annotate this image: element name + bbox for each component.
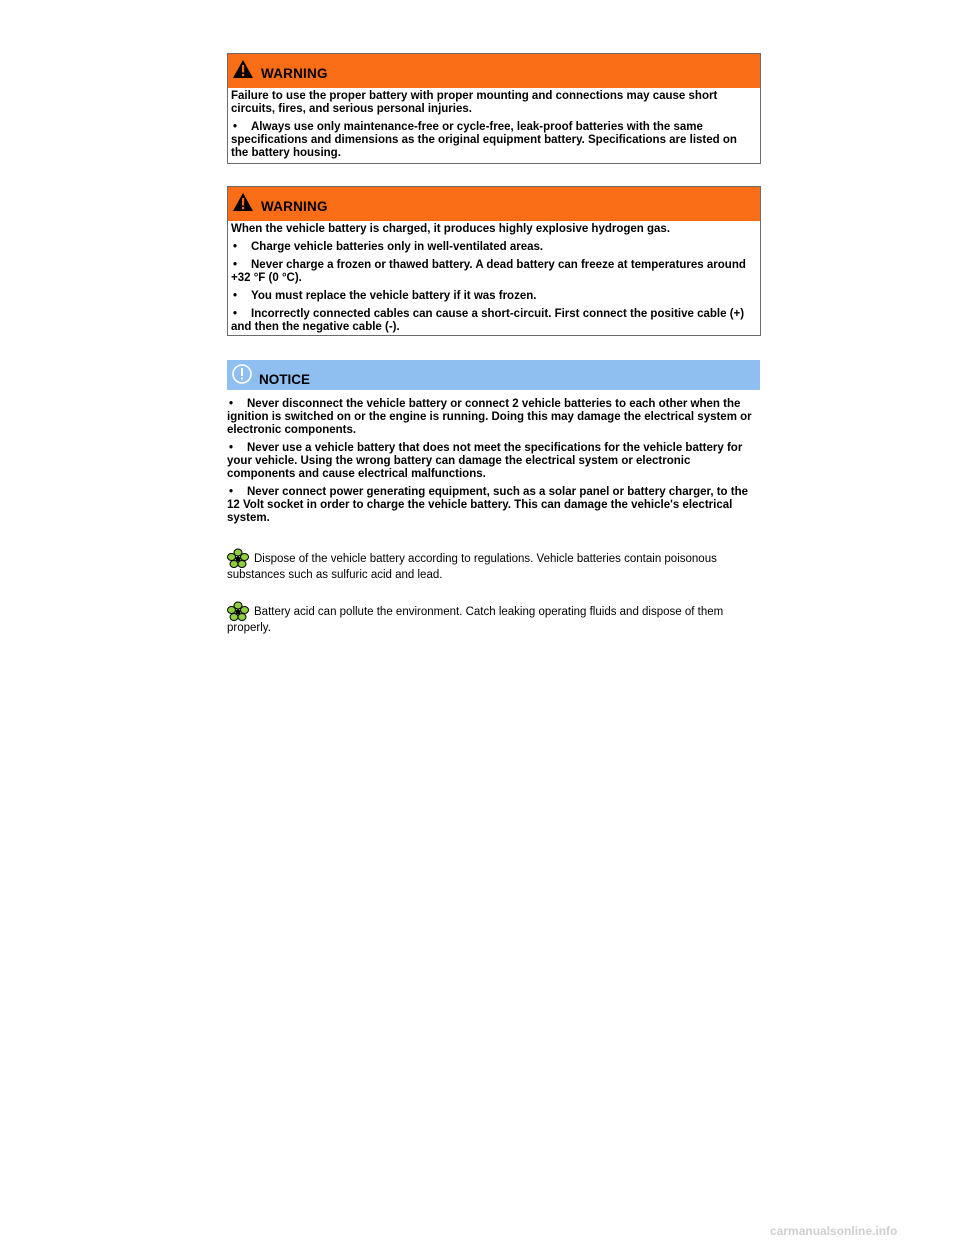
warning-bullet: • Incorrectly connected cables can cause a short-circuit. First connect the positive cable (+) and then the negative cable (-). (231, 308, 745, 333)
warning-bullet: • Charge vehicle batteries only in well-ventilated areas. (233, 241, 544, 253)
notice-bullet: • Never use a vehicle battery that does not meet the specifications for the vehicle battery for your vehicle. Using the wrong battery can damage the electrical system or electronic components and cause electrical malfunctions. (227, 442, 743, 480)
warning-bullet: • Never charge a frozen or thawed battery. A dead battery can freeze at temperatures around +32 °F (0 °C). (231, 259, 746, 284)
notice-bullet: • Never disconnect the vehicle battery or connect 2 vehicle batteries to each other when the ignition is switched on or the engine is running. Doing this may damage the electrical system or electronic components. (227, 398, 752, 436)
warning-box-2 (227, 186, 761, 336)
warning-box-1 (227, 53, 761, 164)
watermark-footer: carmanualsonline.info (770, 1224, 898, 1238)
warning-title: WARNING (261, 66, 328, 81)
warning-body (228, 221, 760, 344)
warning-body (228, 88, 760, 170)
warning-header (228, 54, 760, 88)
warning-bullet: • Always use only maintenance-free or cycle-free, leak-proof batteries with the same specifications and dimensions as the original equipment battery. Specifications are listed on the battery housing. (231, 121, 737, 159)
notice-title: NOTICE (259, 372, 311, 387)
environment-note (227, 601, 761, 635)
environment-text: Dispose of the vehicle battery according to regulations. Vehicle batteries contain poisonous substances such as sulfuric acid and lead. (227, 553, 717, 581)
warning-triangle-icon (232, 59, 254, 79)
notice-exclamation-icon (231, 363, 253, 385)
flower-icon (227, 548, 249, 568)
notice-header (227, 360, 760, 390)
warning-triangle-icon (232, 192, 254, 212)
warning-title: WARNING (261, 199, 328, 214)
flower-icon (227, 601, 249, 621)
warning-text: Failure to use the proper battery with proper mounting and connections may cause short circuits, fires, and serious personal injuries. (231, 90, 718, 115)
environment-note (227, 548, 761, 582)
warning-header (228, 187, 760, 221)
notice-body (227, 398, 761, 530)
warning-bullet: • You must replace the vehicle battery if it was frozen. (233, 290, 537, 302)
notice-bullet: • Never connect power generating equipment, such as a solar panel or battery charger, to the 12 Volt socket in order to charge the vehicle battery. This can damage the vehicle's electrical system. (227, 486, 749, 524)
warning-text: When the vehicle battery is charged, it produces highly explosive hydrogen gas. (231, 223, 671, 235)
environment-text: Battery acid can pollute the environment. Catch leaking operating fluids and dispose of them properly. (227, 606, 724, 634)
